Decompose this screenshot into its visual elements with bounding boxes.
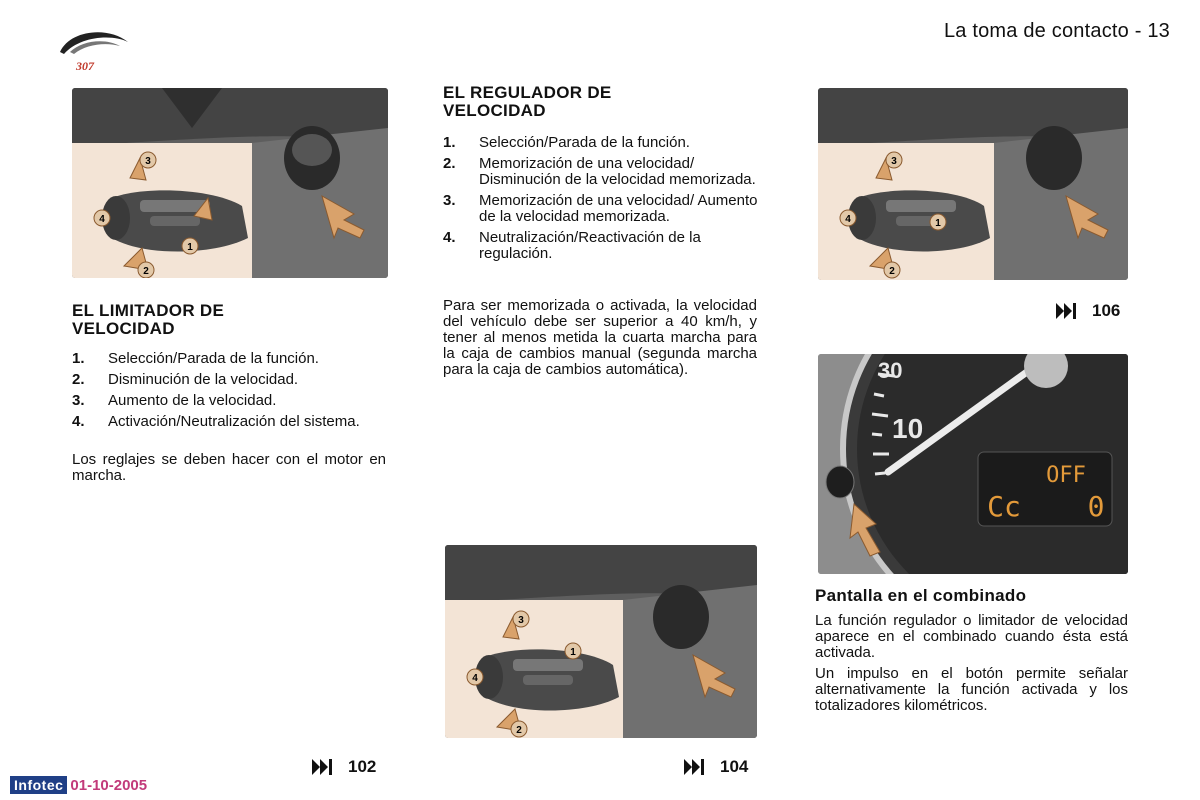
fast-forward-icon xyxy=(312,759,334,775)
pantalla-para1: La función regulador o limitador de velocidad aparece en el combinado cuando ésta está activada. xyxy=(815,612,1128,661)
footer-date: 01-10-2005 xyxy=(70,776,148,794)
stalk-label-4: 4 xyxy=(845,214,851,225)
regulador-title: EL REGULADOR DE VELOCIDAD xyxy=(443,83,612,120)
stalk-figure-right xyxy=(818,88,1128,280)
list-item: 4. Neutralización/Reactivación de la regulación. xyxy=(443,229,701,262)
list-item: 3. Aumento de la velocidad. xyxy=(72,392,277,409)
ref-link-106[interactable]: 106 xyxy=(1056,301,1120,321)
display-zero: 0 xyxy=(1087,490,1105,523)
stalk-label-2: 2 xyxy=(143,266,149,277)
stalk-label-4: 4 xyxy=(472,673,478,684)
display-cc: Cc xyxy=(987,490,1021,523)
instrument-cluster-figure xyxy=(818,354,1128,574)
page-title: La toma de contacto - 13 xyxy=(943,20,1170,42)
fast-forward-icon xyxy=(684,759,706,775)
stalk-label-4: 4 xyxy=(99,214,105,225)
stalk-label-1: 1 xyxy=(935,218,941,229)
limitador-list xyxy=(72,351,388,435)
list-item: 4. Activación/Neutralización del sistema. xyxy=(72,413,360,430)
fast-forward-icon xyxy=(1056,303,1078,319)
stalk-figure-regulador xyxy=(445,545,757,738)
gauge-30: 30 xyxy=(878,358,903,383)
pantalla-title: Pantalla en el combinado xyxy=(815,586,1027,605)
regulador-list xyxy=(443,135,758,267)
regulador-note: Para ser memorizada o activada, la velocidad del vehículo debe ser superior a 40 km/h, y tener al menos metida la cuarta marcha para la caja de cambios manual (segunda marcha para la caja de cambios automática). xyxy=(443,297,757,378)
list-item: 1. Selección/Parada de la función. xyxy=(443,134,690,151)
limitador-note: Los reglajes se deben hacer con el motor en marcha. xyxy=(72,451,386,484)
peugeot-307-logo xyxy=(56,22,132,74)
stalk-label-2: 2 xyxy=(516,725,522,736)
display-off: OFF xyxy=(1046,463,1086,488)
list-item: 2. Memorización de una velocidad/ Disminución de la velocidad memorizada. xyxy=(443,155,756,188)
ref-link-104[interactable]: 104 xyxy=(684,757,748,777)
list-item: 1. Selección/Parada de la función. xyxy=(72,350,319,367)
logo-model-text: 307 xyxy=(76,59,94,73)
stalk-label-2: 2 xyxy=(889,266,895,277)
stalk-figure-limitador xyxy=(72,88,388,278)
stalk-label-3: 3 xyxy=(518,615,524,626)
list-item: 2. Disminución de la velocidad. xyxy=(72,371,299,388)
ref-link-102[interactable]: 102 xyxy=(312,757,376,777)
footer xyxy=(10,776,147,794)
gauge-10: 10 xyxy=(892,413,924,444)
stalk-label-3: 3 xyxy=(891,156,897,167)
stalk-label-1: 1 xyxy=(570,647,576,658)
stalk-label-1: 1 xyxy=(187,242,193,253)
limitador-title: EL LIMITADOR DE VELOCIDAD xyxy=(72,301,225,338)
stalk-label-3: 3 xyxy=(145,156,151,167)
list-item: 3. Memorización de una velocidad/ Aumento de la velocidad memorizada. xyxy=(443,192,758,225)
pantalla-para2: Un impulso en el botón permite señalar alternativamente la función activada y los totalizadores kilométricos. xyxy=(815,665,1128,714)
infotec-badge: Infotec xyxy=(10,776,67,794)
